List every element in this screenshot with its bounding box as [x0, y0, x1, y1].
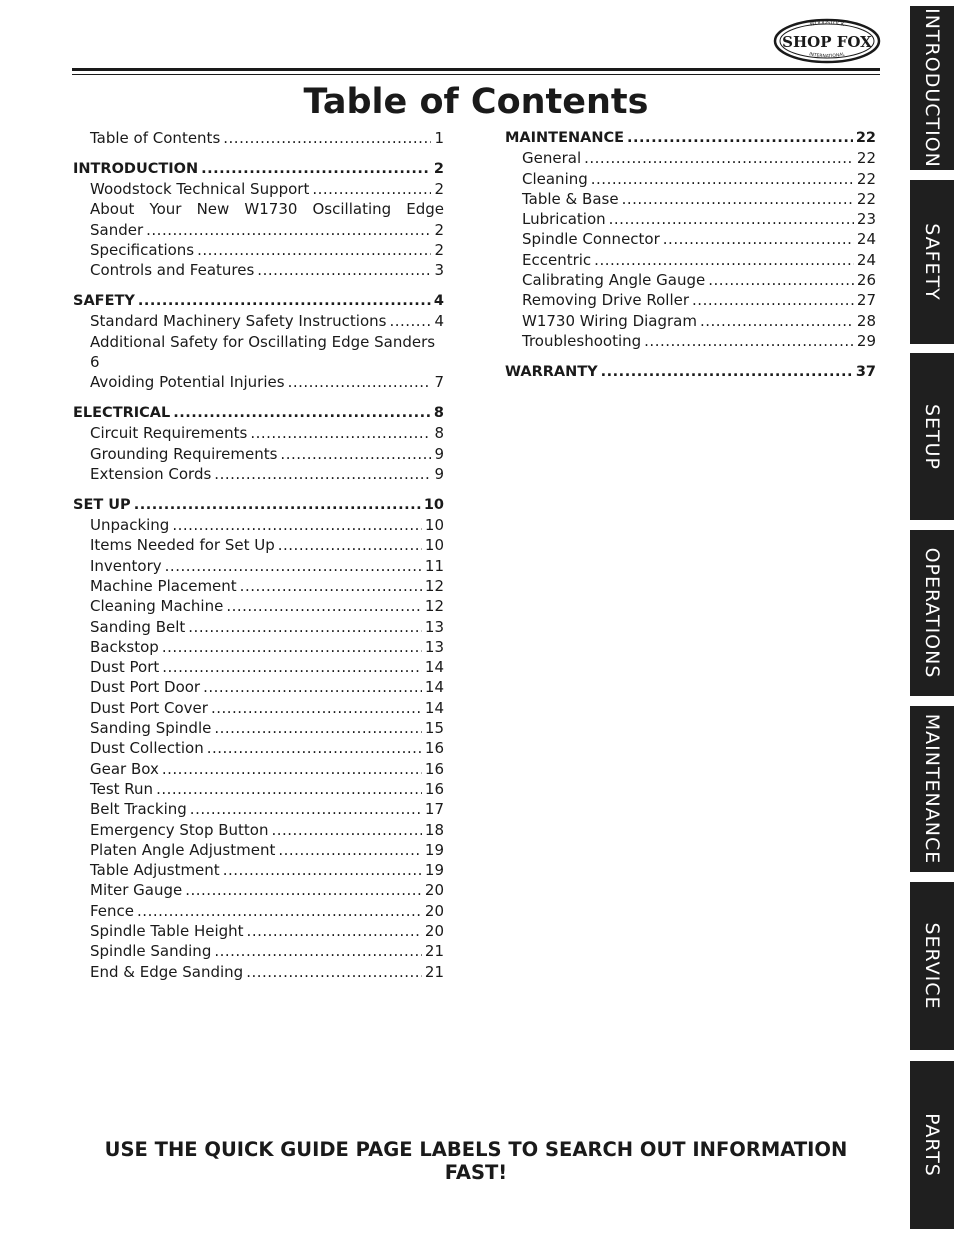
toc-entry[interactable] — [73, 921, 444, 941]
dot-leader — [708, 270, 854, 290]
entry-title: Circuit Requirements — [90, 424, 248, 443]
entry-title: Unpacking — [90, 516, 170, 535]
entry-page: 12 — [424, 576, 444, 595]
toc-entry[interactable] — [73, 738, 444, 758]
entry-last-line — [90, 220, 444, 240]
entry-title: Cleaning — [522, 169, 588, 188]
toc-entry[interactable] — [73, 372, 444, 392]
tab-introduction[interactable] — [910, 6, 954, 170]
entry-title: Inventory — [90, 556, 162, 575]
toc-entry[interactable] — [505, 290, 876, 310]
dot-leader — [137, 901, 422, 921]
entry-title: Calibrating Angle Gauge — [522, 271, 706, 290]
entry-page: 22 — [855, 130, 876, 146]
entry-title: Dust Port Cover — [90, 698, 208, 717]
dot-leader — [644, 331, 854, 351]
entry-page: 22 — [856, 189, 876, 208]
section-spacer — [73, 281, 444, 292]
entry-title: Platen Angle Adjustment — [90, 840, 276, 859]
dot-leader — [211, 698, 422, 718]
dot-leader — [173, 403, 431, 423]
entry-page: 13 — [424, 637, 444, 656]
entry-page: 24 — [856, 250, 876, 269]
toc-entry[interactable] — [73, 240, 444, 260]
entry-page: 16 — [424, 759, 444, 778]
toc-entry[interactable] — [73, 799, 444, 819]
entry-page: 21 — [424, 962, 444, 981]
entry-page: 26 — [856, 271, 876, 290]
entry-title: ELECTRICAL — [73, 405, 171, 422]
entry-title: SET UP — [73, 496, 131, 513]
dot-leader — [188, 617, 422, 637]
entry-page: 2 — [434, 240, 444, 259]
dot-leader — [700, 311, 854, 331]
toc-entry[interactable] — [73, 637, 444, 657]
dot-leader — [240, 576, 422, 596]
dot-leader — [223, 128, 431, 148]
entry-page: 18 — [424, 820, 444, 839]
entry-page: 23 — [856, 210, 876, 229]
toc-entry[interactable] — [73, 423, 444, 443]
entry-page: 7 — [434, 373, 444, 392]
toc-entry[interactable] — [73, 759, 444, 779]
entry-page: 20 — [424, 881, 444, 900]
tab-label: SAFETY — [921, 223, 943, 301]
dot-leader — [190, 799, 422, 819]
toc-entry[interactable] — [73, 596, 444, 616]
entry-page: 10 — [424, 516, 444, 535]
toc-entry[interactable] — [73, 698, 444, 718]
dot-leader — [627, 128, 853, 148]
tab-safety[interactable] — [910, 180, 954, 344]
entry-title: Table Adjustment — [90, 861, 220, 880]
entry-page: 12 — [424, 597, 444, 616]
dot-leader — [246, 962, 422, 982]
dot-leader — [134, 495, 421, 515]
entry-page: 21 — [424, 942, 444, 961]
tab-label: INTRODUCTION — [921, 8, 943, 168]
tab-label: SERVICE — [921, 922, 943, 1010]
toc-entry[interactable] — [73, 464, 444, 484]
dot-leader — [185, 880, 422, 900]
toc-entry[interactable] — [73, 260, 444, 280]
entry-title: Troubleshooting — [522, 331, 642, 350]
entry-title: Standard Machinery Safety Instructions — [90, 312, 387, 331]
entry-page: 10 — [423, 496, 444, 513]
tab-maintenance[interactable] — [910, 706, 954, 872]
entry-page: 29 — [856, 331, 876, 350]
entry-page: 11 — [424, 556, 444, 575]
entry-title: Spindle Sanding — [90, 942, 212, 961]
quick-guide-note: USE THE QUICK GUIDE PAGE LABELS TO SEARCH OUT INFORMATION FAST! — [104, 1138, 848, 1184]
dot-leader — [278, 535, 422, 555]
entry-page: 13 — [424, 617, 444, 636]
entry-title: Dust Port Door — [90, 678, 201, 697]
header-rule-thick — [72, 68, 880, 71]
entry-title: Sanding Belt — [90, 617, 186, 636]
toc-entry[interactable] — [505, 209, 876, 229]
dot-leader — [280, 444, 431, 464]
dot-leader — [594, 250, 854, 270]
dot-leader — [156, 779, 422, 799]
entry-page: 2 — [434, 220, 444, 239]
toc-entry[interactable] — [73, 556, 444, 576]
section-spacer — [73, 148, 444, 159]
entry-page: 9 — [434, 464, 444, 483]
dot-leader — [622, 189, 854, 209]
toc-entry[interactable] — [73, 718, 444, 738]
tab-setup[interactable] — [910, 353, 954, 520]
entry-title: Cleaning Machine — [90, 597, 224, 616]
dot-leader — [223, 860, 422, 880]
toc-entry[interactable] — [73, 779, 444, 799]
entry-title: Sander — [90, 220, 144, 239]
dot-leader — [692, 290, 854, 310]
toc-text-line — [73, 352, 444, 372]
entry-title: 6 — [90, 352, 100, 371]
toc-entry[interactable] — [73, 179, 444, 199]
entry-title: Table of Contents — [90, 129, 221, 147]
dot-leader — [601, 362, 853, 382]
tab-label: MAINTENANCE — [921, 713, 943, 865]
dot-leader — [207, 738, 422, 758]
dot-leader — [250, 423, 431, 443]
entry-title: Grounding Requirements — [90, 444, 278, 463]
entry-title: INTRODUCTION — [73, 160, 199, 177]
dot-leader — [278, 840, 422, 860]
toc-entry[interactable] — [73, 515, 444, 535]
entry-page: 1 — [434, 129, 444, 147]
toc-entry[interactable] — [505, 270, 876, 290]
entry-title: Spindle Table Height — [90, 921, 244, 940]
entry-page: 20 — [424, 921, 444, 940]
dot-leader — [162, 759, 422, 779]
dot-leader — [591, 169, 854, 189]
entry-page: 19 — [424, 861, 444, 880]
dot-leader — [312, 179, 431, 199]
entry-page: 2 — [434, 180, 444, 199]
entry-title: Controls and Features — [90, 261, 255, 280]
toc-section-entry[interactable] — [505, 128, 876, 148]
entry-page: 14 — [424, 658, 444, 677]
dot-leader — [214, 464, 431, 484]
toc-entry[interactable] — [73, 444, 444, 464]
entry-title: Fence — [90, 901, 135, 920]
logo-arc-top: WOODSTOCK — [809, 19, 845, 28]
page-title: Table of Contents — [303, 82, 649, 122]
entry-page: 24 — [856, 230, 876, 249]
entry-title: WARRANTY — [505, 363, 598, 380]
entry-title: Dust Collection — [90, 739, 204, 758]
entry-page: 9 — [434, 444, 444, 463]
dot-leader — [663, 229, 854, 249]
toc-entry[interactable] — [505, 229, 876, 249]
entry-page: 17 — [424, 800, 444, 819]
entry-title: Extension Cords — [90, 464, 212, 483]
toc-entry[interactable] — [73, 820, 444, 840]
entry-title: Gear Box — [90, 759, 159, 778]
entry-title: Backstop — [90, 637, 159, 656]
dot-leader — [214, 718, 422, 738]
entry-title: Woodstock Technical Support — [90, 180, 310, 199]
entry-title: Test Run — [90, 779, 154, 798]
entry-page: 16 — [424, 779, 444, 798]
entry-title: W1730 Wiring Diagram — [522, 311, 697, 330]
toc-entry[interactable] — [73, 677, 444, 697]
dot-leader — [257, 260, 431, 280]
tab-label: PARTS — [921, 1113, 943, 1177]
entry-title: Removing Drive Roller — [522, 291, 690, 310]
dot-leader — [609, 209, 854, 229]
entry-page: 22 — [856, 169, 876, 188]
shop-fox-logo — [773, 18, 881, 64]
entry-page: 19 — [424, 840, 444, 859]
toc-entry[interactable] — [73, 840, 444, 860]
toc-entry[interactable] — [73, 941, 444, 961]
toc-entry[interactable] — [505, 331, 876, 351]
toc-entry[interactable] — [505, 169, 876, 189]
toc-section-entry[interactable] — [73, 291, 444, 311]
entry-title: Machine Placement — [90, 576, 237, 595]
toc-left-column — [73, 128, 444, 982]
toc-section-entry[interactable] — [73, 495, 444, 515]
entry-page: 37 — [855, 363, 876, 380]
toc-text-line — [73, 332, 444, 352]
section-spacer — [505, 351, 876, 362]
toc-entry[interactable] — [505, 250, 876, 270]
section-spacer — [73, 393, 444, 404]
toc-entry[interactable] — [73, 617, 444, 637]
dot-leader — [271, 820, 421, 840]
dot-leader — [162, 657, 422, 677]
tab-parts[interactable] — [910, 1061, 954, 1229]
entry-page: 15 — [424, 719, 444, 738]
entry-title: Sanding Spindle — [90, 719, 212, 738]
entry-title: End & Edge Sanding — [90, 962, 244, 981]
dot-leader — [247, 921, 422, 941]
logo-arc-bottom: INTERNATIONAL — [808, 52, 846, 60]
toc-section-entry[interactable] — [73, 403, 444, 423]
toc-entry[interactable] — [505, 311, 876, 331]
entry-title: Emergency Stop Button — [90, 820, 269, 839]
tab-label: SETUP — [921, 403, 943, 470]
toc-section-entry[interactable] — [505, 362, 876, 382]
toc-entry[interactable] — [505, 189, 876, 209]
toc-entry[interactable] — [73, 535, 444, 555]
section-spacer — [73, 484, 444, 495]
entry-page: 8 — [434, 424, 444, 443]
tab-label: OPERATIONS — [921, 547, 943, 679]
dot-leader — [288, 372, 432, 392]
toc-entry-wrapped[interactable] — [73, 199, 444, 240]
toc-entry[interactable] — [73, 901, 444, 921]
entry-page: 14 — [424, 698, 444, 717]
toc-right-column — [505, 128, 876, 382]
tab-service[interactable] — [910, 882, 954, 1050]
toc-entry[interactable] — [73, 962, 444, 982]
tab-operations[interactable] — [910, 530, 954, 696]
entry-page: 10 — [424, 536, 444, 555]
entry-title: Spindle Connector — [522, 230, 660, 249]
entry-title: Eccentric — [522, 250, 592, 269]
dot-leader — [162, 637, 422, 657]
entry-title: MAINTENANCE — [505, 130, 625, 146]
entry-page: 4 — [434, 312, 444, 331]
entry-title: Specifications — [90, 240, 195, 259]
entry-page: 8 — [433, 405, 444, 422]
header-rule-thin — [72, 74, 880, 75]
entry-page: 4 — [433, 293, 444, 310]
entry-title: SAFETY — [73, 293, 135, 310]
entry-title-line: About Your New W1730 Oscillating Edge — [90, 200, 444, 219]
entry-page: 27 — [856, 291, 876, 310]
toc-entry[interactable] — [73, 128, 444, 148]
entry-title: Avoiding Potential Injuries — [90, 373, 285, 392]
toc-entry[interactable] — [73, 860, 444, 880]
toc-entry[interactable] — [73, 576, 444, 596]
entry-page: 3 — [434, 261, 444, 280]
dot-leader — [197, 240, 431, 260]
entry-title: Additional Safety for Oscillating Edge Sanders — [90, 332, 436, 351]
dot-leader — [226, 596, 422, 616]
dot-leader — [389, 311, 431, 331]
dot-leader — [146, 220, 431, 240]
entry-title: Miter Gauge — [90, 881, 183, 900]
toc-section-entry[interactable] — [73, 159, 444, 179]
entry-title: Table & Base — [522, 189, 619, 208]
entry-page: 28 — [856, 311, 876, 330]
dot-leader — [165, 556, 422, 576]
dot-leader — [172, 515, 422, 535]
dot-leader — [138, 291, 431, 311]
entry-title: Lubrication — [522, 210, 606, 229]
entry-title: General — [522, 149, 582, 168]
entry-title: Items Needed for Set Up — [90, 536, 275, 555]
entry-title: Dust Port — [90, 658, 160, 677]
toc-entry[interactable] — [73, 311, 444, 331]
dot-leader — [203, 677, 422, 697]
dot-leader — [584, 148, 854, 168]
toc-entry[interactable] — [73, 657, 444, 677]
logo-brand: SHOP FOX — [782, 33, 872, 51]
dot-leader — [201, 159, 431, 179]
entry-page: 16 — [424, 739, 444, 758]
toc-entry[interactable] — [505, 148, 876, 168]
entry-page: 20 — [424, 901, 444, 920]
entry-title: Belt Tracking — [90, 800, 187, 819]
entry-page: 14 — [424, 678, 444, 697]
toc-entry[interactable] — [73, 880, 444, 900]
dot-leader — [214, 941, 422, 961]
entry-page: 2 — [433, 160, 444, 177]
entry-page: 22 — [856, 149, 876, 168]
